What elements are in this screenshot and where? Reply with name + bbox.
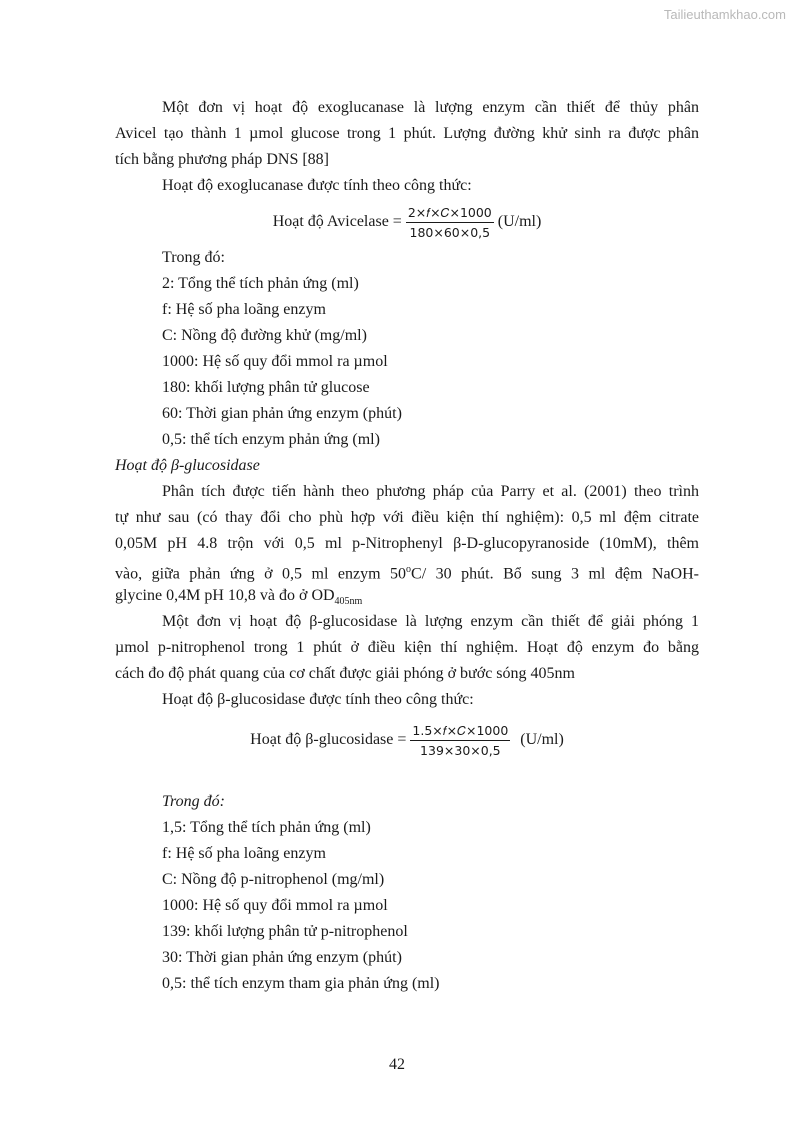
- section-heading: Hoạt độ β-glucosidase: [115, 457, 260, 474]
- paragraph-line: tích bằng phương pháp DNS [88]: [115, 151, 329, 168]
- paragraph-line: µmol p-nitrophenol trong 1 phút ở điều kiện thí nghiệm. Hoạt độ enzym đo bằng: [115, 639, 699, 656]
- paragraph-line: Avicel tạo thành 1 µmol glucose trong 1 phút. Lượng đường khử sinh ra được phân: [115, 125, 699, 142]
- formula-unit: (U/ml): [497, 213, 542, 230]
- term-item: 1000: Hệ số quy đổi mmol ra µmol: [162, 897, 388, 914]
- page-number: 42: [389, 1056, 405, 1073]
- paragraph-line: 0,05M pH 4.8 trộn với 0,5 ml p-Nitrophenyl β-D-glucopyranoside (10mM), thêm: [115, 535, 699, 552]
- text-run: C/ 30 phút. Bổ sung 3 ml đệm NaOH-: [411, 565, 699, 583]
- formula-fraction: [406, 205, 494, 240]
- formula-lhs: Hoạt độ Avicelase =: [272, 213, 402, 230]
- paragraph-line: tự như sau (có thay đổi cho phù hợp với điều kiện thí nghiệm): 0,5 ml đệm citrate: [115, 509, 699, 526]
- paragraph-line: Phân tích được tiến hành theo phương pháp của Parry et al. (2001) theo trình: [162, 483, 699, 500]
- watermark: Tailieuthamkhao.com: [663, 7, 786, 22]
- superscript: o: [406, 564, 412, 575]
- formula-fraction: [410, 723, 510, 758]
- page-content: [115, 95, 699, 997]
- paragraph-line: Một đơn vị hoạt độ β-glucosidase là lượng enzym cần thiết để giải phóng 1: [162, 613, 699, 630]
- term-item: 30: Thời gian phản ứng enzym (phút): [162, 949, 402, 966]
- term-item: 139: khối lượng phân tử p-nitrophenol: [162, 923, 408, 940]
- formula-denominator: 180×60×0,5: [409, 224, 491, 240]
- term-item: 2: Tổng thể tích phản ứng (ml): [162, 275, 359, 292]
- term-item: 0,5: thể tích enzym tham gia phản ứng (ml): [162, 975, 440, 992]
- text-run: glycine 0,4M pH 10,8 và đo ở OD: [115, 587, 335, 604]
- where-label: Trong đó:: [162, 793, 225, 810]
- formula-unit: (U/ml): [520, 731, 564, 748]
- term-item: f: Hệ số pha loãng enzym: [162, 845, 326, 862]
- formula-numerator: 2×𝑓×𝐶×1000: [406, 205, 494, 223]
- paragraph-line: Một đơn vị hoạt độ exoglucanase là lượng enzym cần thiết để thủy phân: [162, 99, 699, 116]
- term-item: 0,5: thể tích enzym phản ứng (ml): [162, 431, 380, 448]
- paragraph-line: cách đo độ phát quang của cơ chất được giải phóng ở bước sóng 405nm: [115, 665, 575, 682]
- term-item: C: Nồng độ p-nitrophenol (mg/ml): [162, 871, 385, 888]
- formula-lhs: Hoạt độ β-glucosidase =: [250, 731, 407, 748]
- term-item: C: Nồng độ đường khử (mg/ml): [162, 327, 367, 344]
- term-item: 1,5: Tổng thể tích phản ứng (ml): [162, 819, 371, 836]
- paragraph-line: [115, 557, 699, 583]
- term-item: 180: khối lượng phân tử glucose: [162, 379, 370, 396]
- formula-denominator: 139×30×0,5: [420, 742, 501, 758]
- term-item: 1000: Hệ số quy đổi mmol ra µmol: [162, 353, 388, 370]
- formula-intro: Hoạt độ β-glucosidase được tính theo công thức:: [162, 691, 474, 708]
- paragraph-line: [115, 583, 699, 609]
- glucosidase-formula: [115, 717, 699, 763]
- spacer: [115, 763, 699, 789]
- term-item: 60: Thời gian phản ứng enzym (phút): [162, 405, 402, 422]
- where-label: Trong đó:: [162, 249, 225, 266]
- avicelase-formula: [115, 199, 699, 245]
- text-run: vào, giữa phản ứng ở 0,5 ml enzym 50: [115, 565, 407, 583]
- formula-intro: Hoạt độ exoglucanase được tính theo công thức:: [162, 177, 472, 194]
- formula-numerator: 1.5×𝑓×𝐶×1000: [410, 723, 510, 741]
- subscript: 405nm: [334, 596, 363, 608]
- term-item: f: Hệ số pha loãng enzym: [162, 301, 326, 318]
